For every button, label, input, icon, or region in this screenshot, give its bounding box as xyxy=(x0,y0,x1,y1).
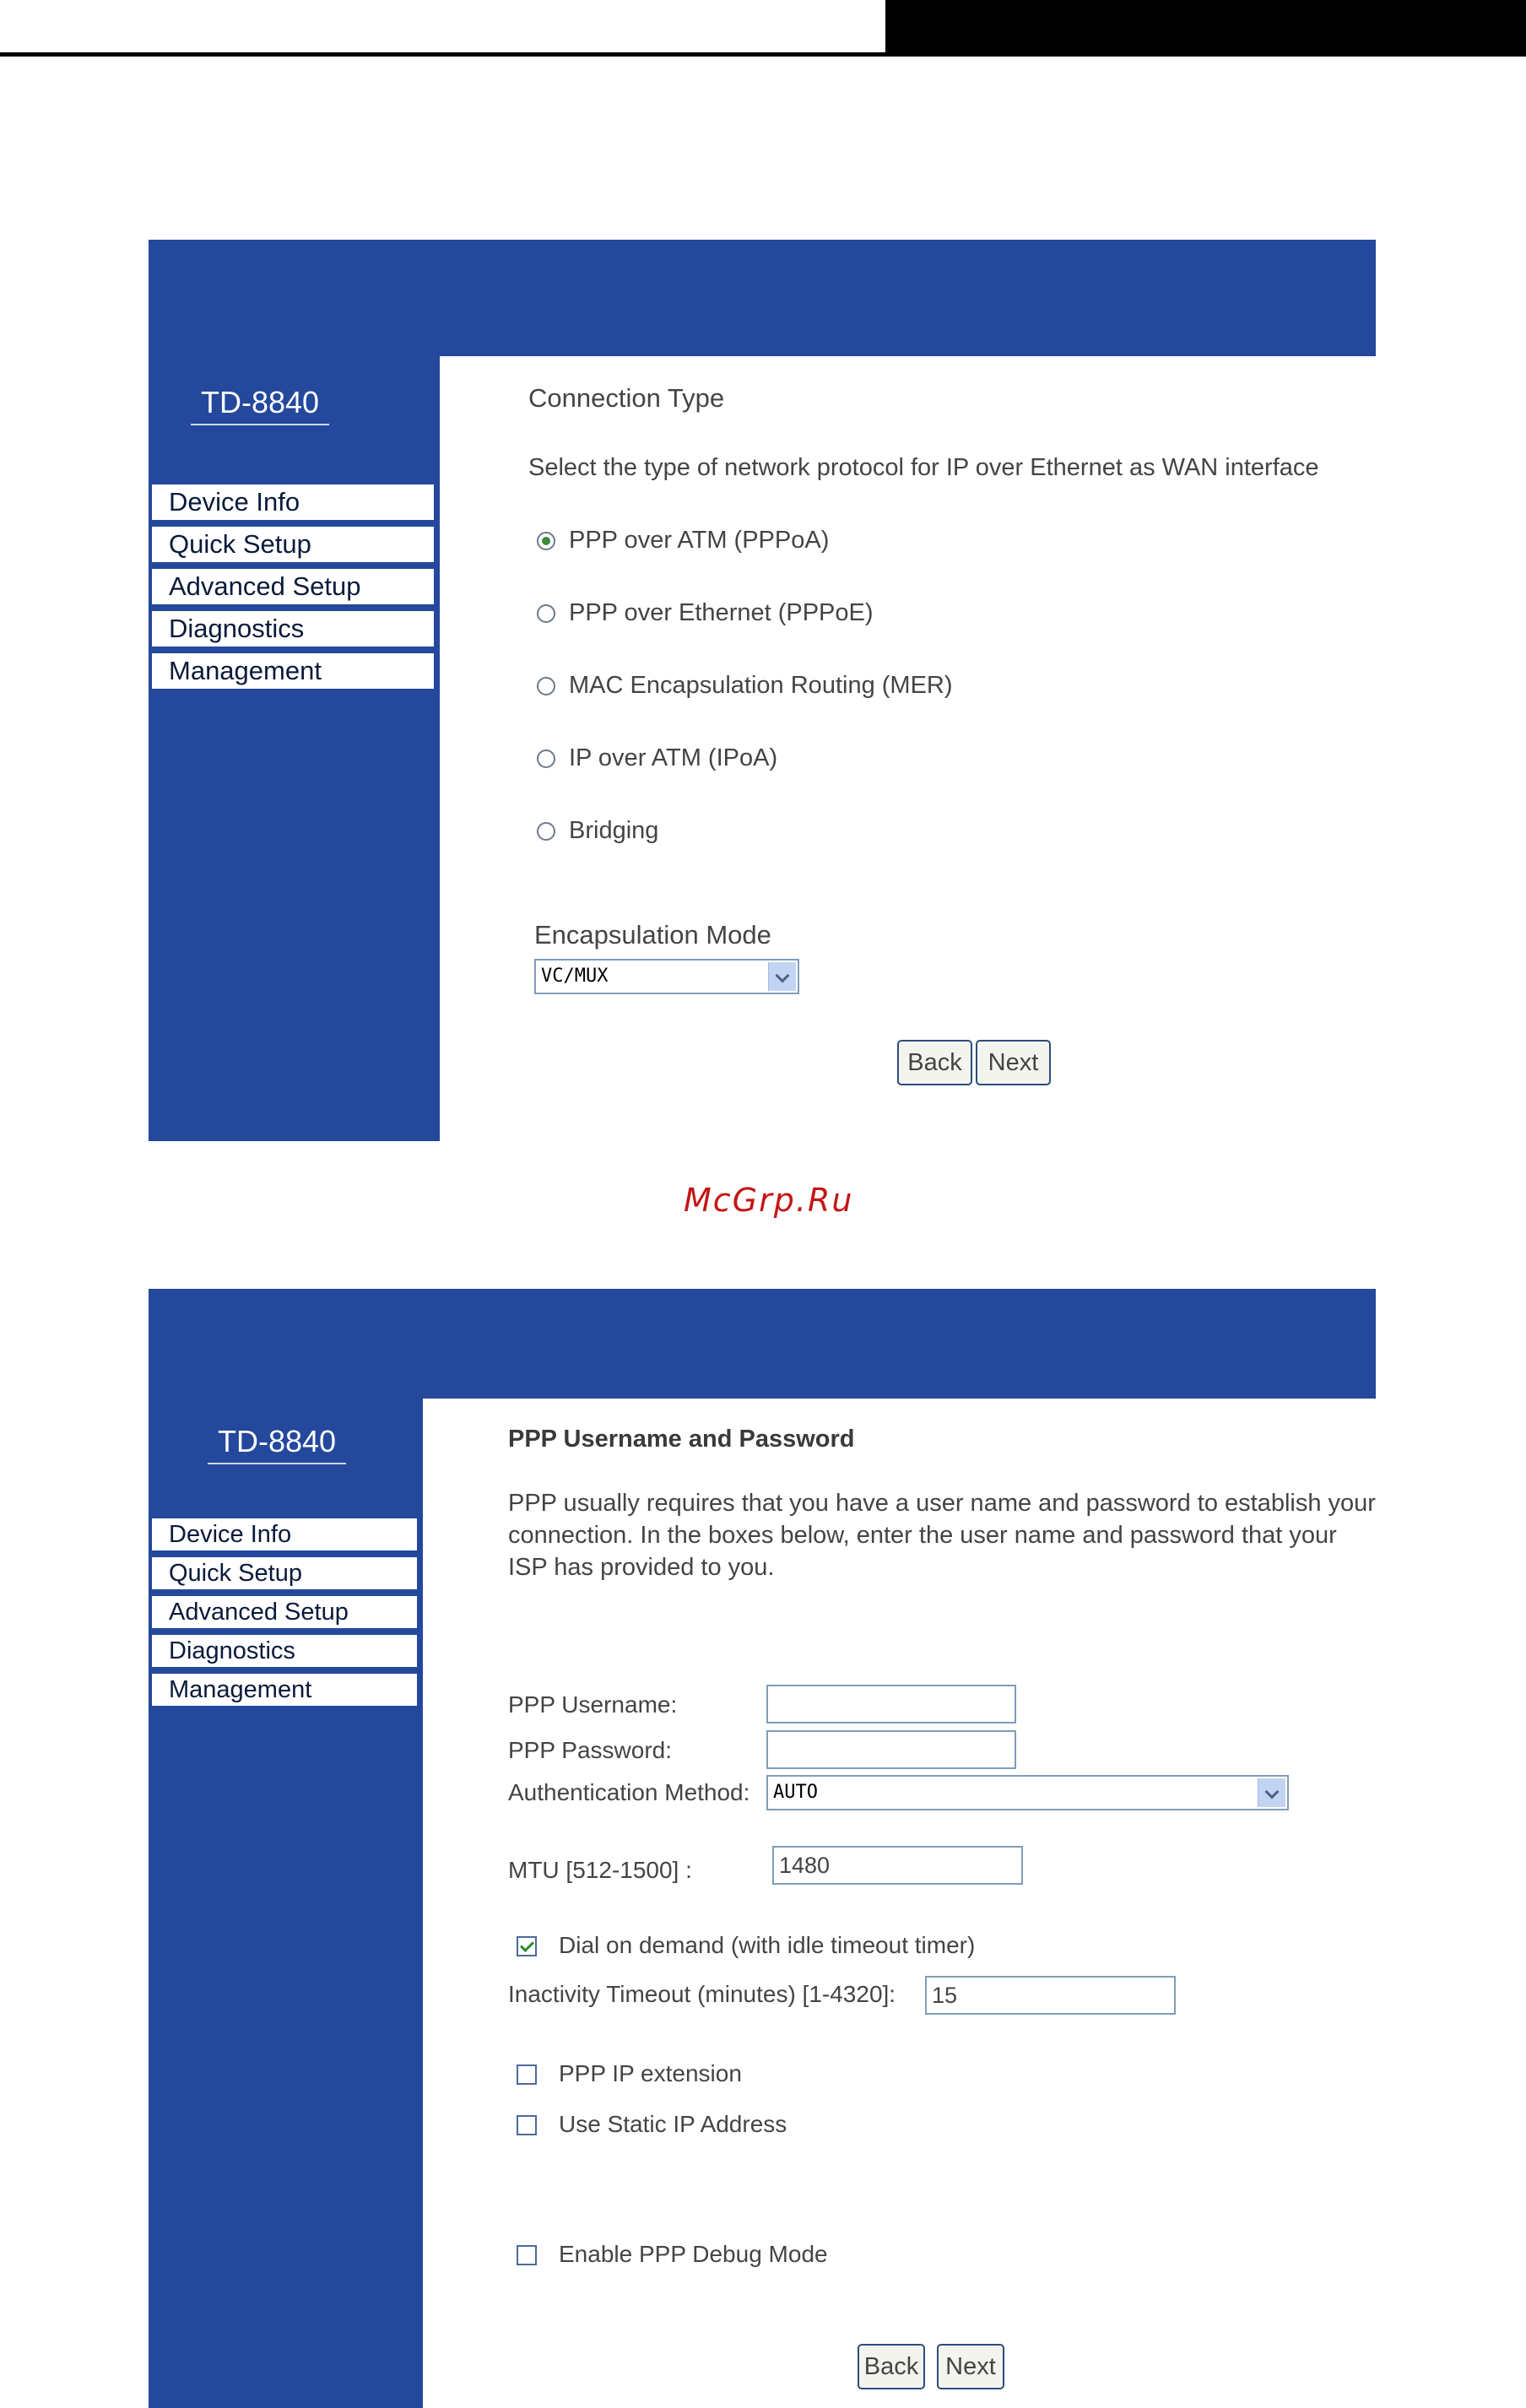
next-button[interactable]: Next xyxy=(976,1040,1051,1085)
description-line-2: connection. In the boxes below, enter the user name and password that your xyxy=(508,1522,1337,1549)
model-name: TD-8840 xyxy=(208,1424,346,1464)
ppp-username-input[interactable] xyxy=(766,1685,1016,1723)
encapsulation-mode-label: Encapsulation Mode xyxy=(534,920,771,950)
option-label: Bridging xyxy=(569,817,659,844)
static-ip-label: Use Static IP Address xyxy=(559,2111,787,2137)
option-label: IP over ATM (IPoA) xyxy=(569,744,778,771)
option-label: PPP over Ethernet (PPPoE) xyxy=(569,599,874,626)
option-pppoe[interactable] xyxy=(537,599,874,627)
radio-ipoa[interactable] xyxy=(537,749,555,768)
connection-type-screenshot xyxy=(149,240,1376,1141)
ppp-username-label: PPP Username: xyxy=(508,1691,678,1718)
inactivity-timeout-input[interactable]: 15 xyxy=(925,1976,1176,2015)
select-value: AUTO xyxy=(773,1782,818,1803)
option-ipoa[interactable] xyxy=(537,744,777,772)
mtu-input[interactable]: 1480 xyxy=(772,1846,1023,1885)
watermark: McGrp.Ru xyxy=(684,1182,854,1219)
option-label: PPP over ATM (PPPoA) xyxy=(569,527,830,554)
sidebar-item-advanced-setup[interactable]: Advanced Setup xyxy=(152,569,434,604)
static-ip-checkbox[interactable] xyxy=(517,2115,537,2135)
ppp-password-label: PPP Password: xyxy=(508,1737,673,1763)
sidebar-item-management[interactable]: Management xyxy=(152,1674,417,1706)
option-bridging[interactable] xyxy=(537,817,658,845)
sidebar-item-device-info[interactable]: Device Info xyxy=(152,484,434,520)
select-value: VC/MUX xyxy=(541,966,609,987)
sidebar-item-device-info[interactable]: Device Info xyxy=(152,1518,417,1550)
radio-bridging[interactable] xyxy=(537,822,555,841)
auth-method-select[interactable] xyxy=(766,1775,1289,1810)
sidebar-item-quick-setup[interactable]: Quick Setup xyxy=(152,527,434,562)
next-button[interactable]: Next xyxy=(937,2344,1004,2389)
mtu-label: MTU [512-1500] : xyxy=(508,1857,692,1883)
sidebar xyxy=(149,240,440,1141)
sidebar-nav xyxy=(152,1518,417,1713)
sidebar-item-diagnostics[interactable]: Diagnostics xyxy=(152,611,434,647)
sidebar-item-management[interactable]: Management xyxy=(152,653,434,689)
ppp-ip-extension-label: PPP IP extension xyxy=(559,2060,742,2086)
back-button[interactable]: Back xyxy=(897,1040,972,1085)
description-line-1: PPP usually requires that you have a user name and password to establish your xyxy=(508,1490,1376,1517)
encapsulation-mode-select[interactable] xyxy=(534,959,799,994)
ppp-credentials-screenshot xyxy=(149,1289,1376,2408)
ppp-ip-extension-checkbox[interactable] xyxy=(517,2064,537,2085)
description-line-3: ISP has provided to you. xyxy=(508,1554,775,1581)
ppp-debug-checkbox[interactable] xyxy=(517,2245,537,2265)
radio-mer[interactable] xyxy=(537,677,555,695)
back-button[interactable]: Back xyxy=(858,2344,925,2389)
sidebar-nav xyxy=(152,484,434,695)
page-description: Select the type of network protocol for IP over Ethernet as WAN interface xyxy=(528,454,1319,481)
dial-on-demand-label: Dial on demand (with idle timeout timer) xyxy=(559,1932,976,1958)
option-mer[interactable] xyxy=(537,672,953,700)
page-title: PPP Username and Password xyxy=(508,1426,855,1453)
chevron-down-icon[interactable] xyxy=(1258,1778,1285,1807)
sidebar-item-quick-setup[interactable]: Quick Setup xyxy=(152,1557,417,1589)
ppp-password-input[interactable] xyxy=(766,1730,1016,1769)
ppp-debug-label: Enable PPP Debug Mode xyxy=(559,2241,828,2267)
dial-on-demand-checkbox[interactable] xyxy=(517,1936,537,1956)
radio-pppoe[interactable] xyxy=(537,604,555,623)
option-pppoa[interactable] xyxy=(537,527,829,555)
header-block xyxy=(885,0,1526,57)
option-label: MAC Encapsulation Routing (MER) xyxy=(569,672,953,699)
radio-pppoa[interactable] xyxy=(537,532,555,550)
sidebar-item-advanced-setup[interactable]: Advanced Setup xyxy=(152,1596,417,1628)
chevron-down-icon[interactable] xyxy=(768,962,796,991)
inactivity-timeout-label: Inactivity Timeout (minutes) [1-4320]: xyxy=(508,1981,896,2007)
auth-method-label: Authentication Method: xyxy=(508,1779,750,1805)
page-title: Connection Type xyxy=(528,383,725,413)
sidebar xyxy=(149,1289,423,2408)
model-name: TD-8840 xyxy=(191,385,329,425)
sidebar-item-diagnostics[interactable]: Diagnostics xyxy=(152,1635,417,1667)
